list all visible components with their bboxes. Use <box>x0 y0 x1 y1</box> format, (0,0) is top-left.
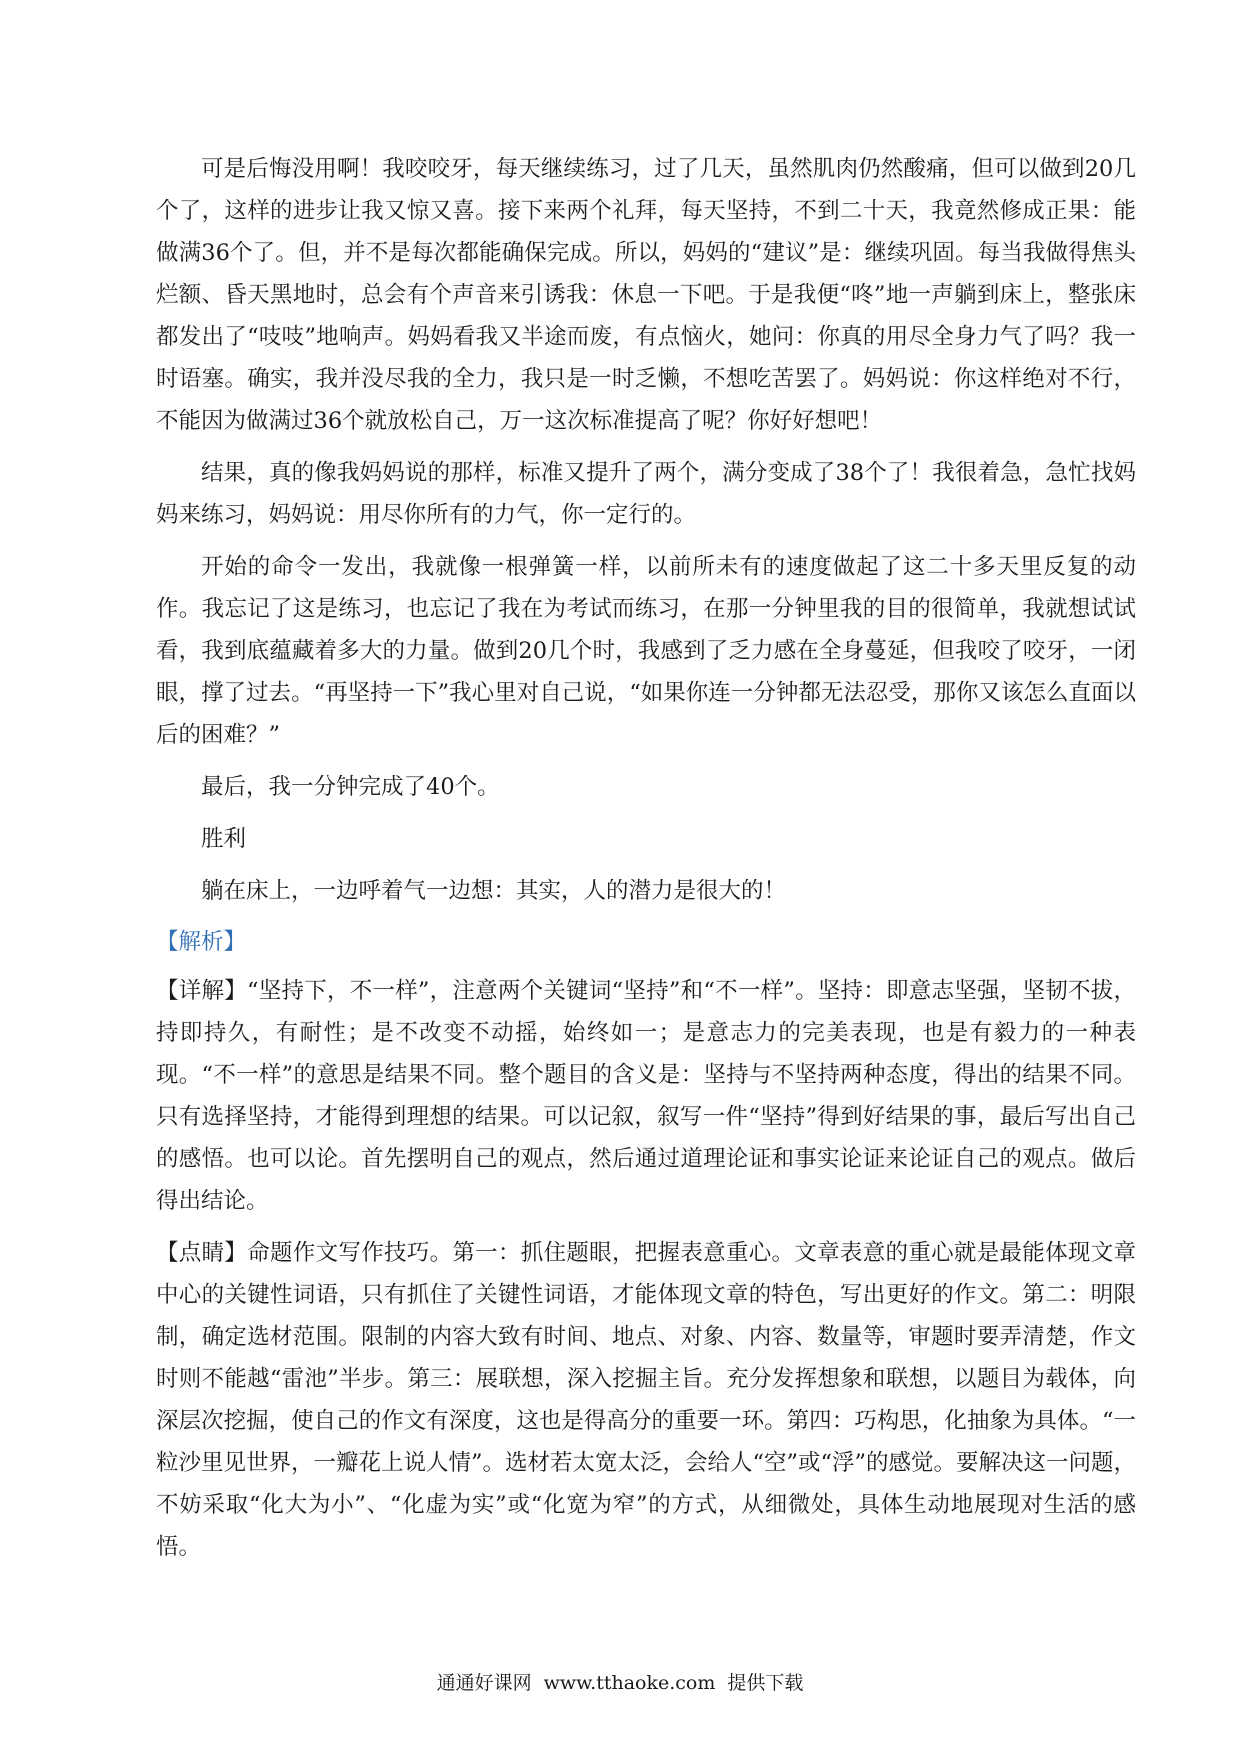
tip-label: 【点睛】 <box>156 1240 248 1266</box>
document-body <box>156 148 1136 1578</box>
analysis-detail <box>156 970 1136 1222</box>
detail-text: “坚持下，不一样”，注意两个关键词“坚持”和“不一样”。坚持：即意志坚强，坚韧不拔，持即持久，有耐性；是不改变不动摇，始终如一；是意志力的完美表现，也是有毅力的一种表现。“不一样”的意思是结果不同。整个题目的含义是：坚持与不坚持两种态度，得出的结果不同。只有选择坚持，才能得到理想的结果。可以记叙，叙写一件“坚持”得到好结果的事，最后写出自己的感悟。也可以论。首先摆明自己的观点，然后通过道理论证和事实论证来论证自己的观点。做后得出结论。 <box>156 978 1136 1214</box>
footer-site-name: 通通好课网 <box>436 1672 532 1694</box>
page-footer <box>0 1668 1240 1698</box>
tip-text: 命题作文写作技巧。第一：抓住题眼，把握表意重心。文章表意的重心就是最能体现文章中心的关键性词语，只有抓住了关键性词语，才能体现文章的特色，写出更好的作文。第二：明限制，确定选材范围。限制的内容大致有时间、地点、对象、内容、数量等，审题时要弄清楚，作文时则不能越“雷池”半步。第三：展联想，深入挖掘主旨。充分发挥想象和联想，以题目为载体，向深层次挖掘，使自己的作文有深度，这也是得高分的重要一环。第四：巧构思，化抽象为具体。“一粒沙里见世界，一瓣花上说人情”。选材若太宽太泛，会给人“空”或“浮”的感觉。要解决这一问题，不妨采取“化大为小”、“化虚为实”或“化宽为窄”的方式，从细微处，具体生动地展现对生活的感悟。 <box>156 1240 1137 1560</box>
article-paragraph-4: 最后，我一分钟完成了40个。 <box>201 774 500 800</box>
detail-label: 【详解】 <box>156 978 247 1004</box>
footer-suffix: 提供下载 <box>727 1672 804 1694</box>
article-paragraph-5: 躺在床上，一边呼着气一边想：其实，人的潜力是很大的！ <box>201 878 787 904</box>
article-paragraph-3: 开始的命令一发出，我就像一根弹簧一样，以前所未有的速度做起了这二十多天里反复的动作。我忘记了这是练习，也忘记了我在为考试而练习，在那一分钟里我的目的很简单，我就想试试看，我到底蕴藏着多大的力量。做到20几个时，我感到了乏力感在全身蔓延，但我咬了咬牙，一闭眼，撑了过去。“再坚持一下”我心里对自己说，“如果你连一分钟都无法忍受，那你又该怎么直面以后的困难？” <box>156 554 1136 748</box>
article-paragraph-2: 结果，真的像我妈妈说的那样，标准又提升了两个，满分变成了38个了！我很着急，急忙找妈妈来练习，妈妈说：用尽你所有的力气，你一定行的。 <box>156 460 1136 528</box>
article-paragraph-1: 可是后悔没用啊！我咬咬牙，每天继续练习，过了几天，虽然肌肉仍然酸痛，但可以做到20几个了，这样的进步让我又惊又喜。接下来两个礼拜，每天坚持，不到二十天，我竟然修成正果：能做满36个了。但，并不是每次都能确保完成。所以，妈妈的“建议”是：继续巩固。每当我做得焦头烂额、昏天黑地时，总会有个声音来引诱我：休息一下吧。于是我便“咚”地一声躺到床上，整张床都发出了“吱吱”地响声。妈妈看我又半途而废，有点恼火，她问：你真的用尽全身力气了吗？我一时语塞。确实，我并没尽我的全力，我只是一时乏懒，不想吃苦罢了。妈妈说：你这样绝对不行，不能因为做满过36个就放松自己，万一这次标准提高了呢？你好好想吧！ <box>156 156 1136 434</box>
article-subheading-victory: 胜利 <box>201 826 247 852</box>
footer-site-url[interactable]: www.tthaoke.com <box>543 1672 716 1694</box>
analysis-tip <box>156 1232 1136 1568</box>
analysis-heading: 【解析】 <box>156 929 247 955</box>
